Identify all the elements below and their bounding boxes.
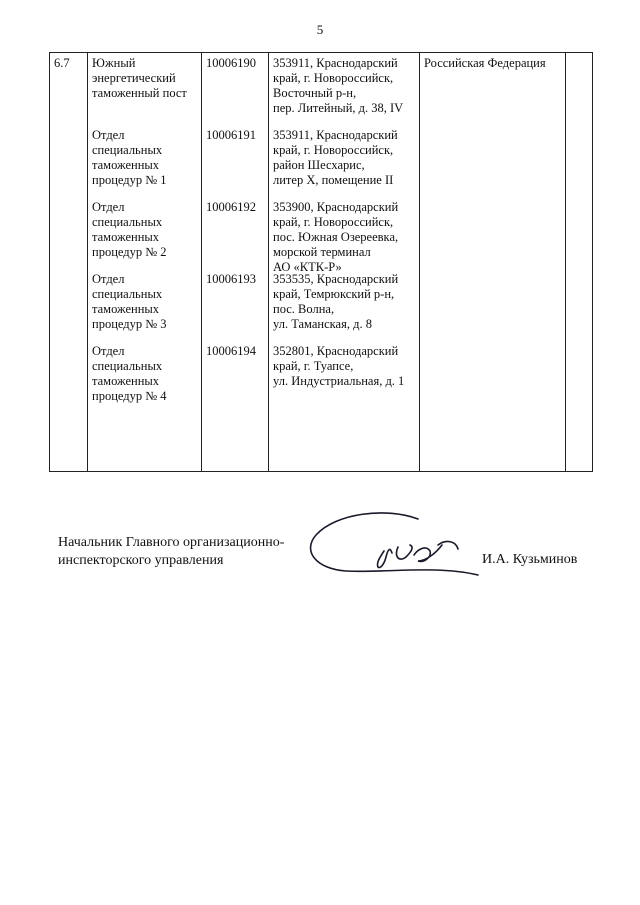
row-number-cell: [50, 53, 88, 472]
post-address: 353911, Краснодарский край, г. Новороссийск, Восточный р-н, пер. Литейный, д. 38, IV: [273, 56, 404, 115]
department-address-3: 353535, Краснодарский край, Темрюкский р-н, пос. Волна, ул. Таманская, д. 8: [273, 272, 399, 331]
country: Российская Федерация: [424, 56, 546, 70]
signature-block: [0, 505, 640, 595]
signer-position: Начальник Главного организационно- инспекторского управления: [58, 535, 285, 568]
signer-name: И.А. Кузьминов: [482, 552, 578, 567]
names-cell: [88, 53, 202, 472]
empty-cell: [566, 53, 593, 472]
department-name-1: Отдел специальных таможенных процедур № 1: [92, 128, 167, 187]
department-address-2: 353900, Краснодарский край, г. Новороссийск, пос. Южная Озереевка, морской терминал АО «КТК-Р»: [273, 200, 399, 274]
addresses-cell: [269, 53, 420, 472]
department-name-2: Отдел специальных таможенных процедур № 2: [92, 200, 167, 259]
table-row: [50, 53, 593, 472]
department-code-3: 10006193: [206, 272, 256, 286]
country-cell: [420, 53, 566, 472]
page-number: 5: [316, 22, 324, 37]
customs-posts-table: [49, 52, 593, 472]
codes-cell: [202, 53, 269, 472]
department-name-4: Отдел специальных таможенных процедур № 4: [92, 344, 167, 403]
row-number: 6.7: [54, 56, 70, 70]
handwritten-signature-icon: [306, 505, 486, 585]
department-address-4: 352801, Краснодарский край, г. Туапсе, ул. Индустриальная, д. 1: [273, 344, 405, 388]
department-address-1: 353911, Краснодарский край, г. Новороссийск, район Шесхарис, литер X, помещение II: [273, 128, 398, 187]
department-code-1: 10006191: [206, 128, 256, 142]
department-code-4: 10006194: [206, 344, 256, 358]
department-name-3: Отдел специальных таможенных процедур № 3: [92, 272, 167, 331]
post-name: Южный энергетический таможенный пост: [92, 56, 187, 100]
department-code-2: 10006192: [206, 200, 256, 214]
post-code: 10006190: [206, 56, 256, 70]
